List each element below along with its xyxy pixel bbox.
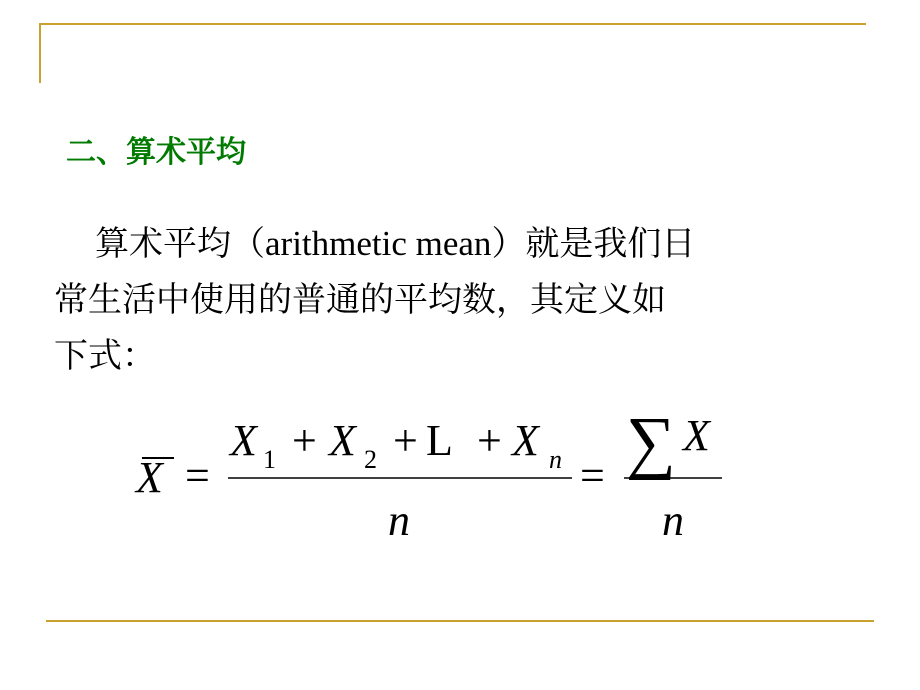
- equals-sign-2: =: [580, 451, 605, 500]
- numerator-plus-1: +: [292, 416, 317, 465]
- numerator-x2: X: [329, 416, 356, 465]
- summation-sign: ∑: [626, 404, 676, 481]
- numerator-x1: X: [230, 416, 257, 465]
- numerator-sub-n: n: [549, 445, 562, 474]
- denominator-n-1: n: [388, 496, 410, 545]
- numerator-plus-2: +: [393, 416, 418, 465]
- summation-variable: X: [683, 411, 710, 460]
- body-line-2: 常生活中使用的普通的平均数，其定义如: [54, 280, 666, 320]
- body-line-3: 下式：: [54, 336, 156, 376]
- numerator-xn: X: [512, 416, 539, 465]
- numerator-ellipsis: L: [426, 416, 453, 465]
- numerator-sub-1: 1: [263, 445, 276, 474]
- lhs-variable: X: [136, 453, 163, 502]
- body-line-1-latin: arithmetic mean: [265, 224, 492, 263]
- numerator-plus-3: +: [477, 416, 502, 465]
- numerator-sub-2: 2: [364, 445, 377, 474]
- body-line-1-suffix: ）就是我们日: [491, 224, 696, 264]
- body-line-1-prefix: 算术平均（: [95, 224, 265, 264]
- equals-sign-1: =: [185, 451, 210, 500]
- denominator-n-2: n: [662, 496, 684, 545]
- section-heading: 二、算术平均: [66, 135, 246, 170]
